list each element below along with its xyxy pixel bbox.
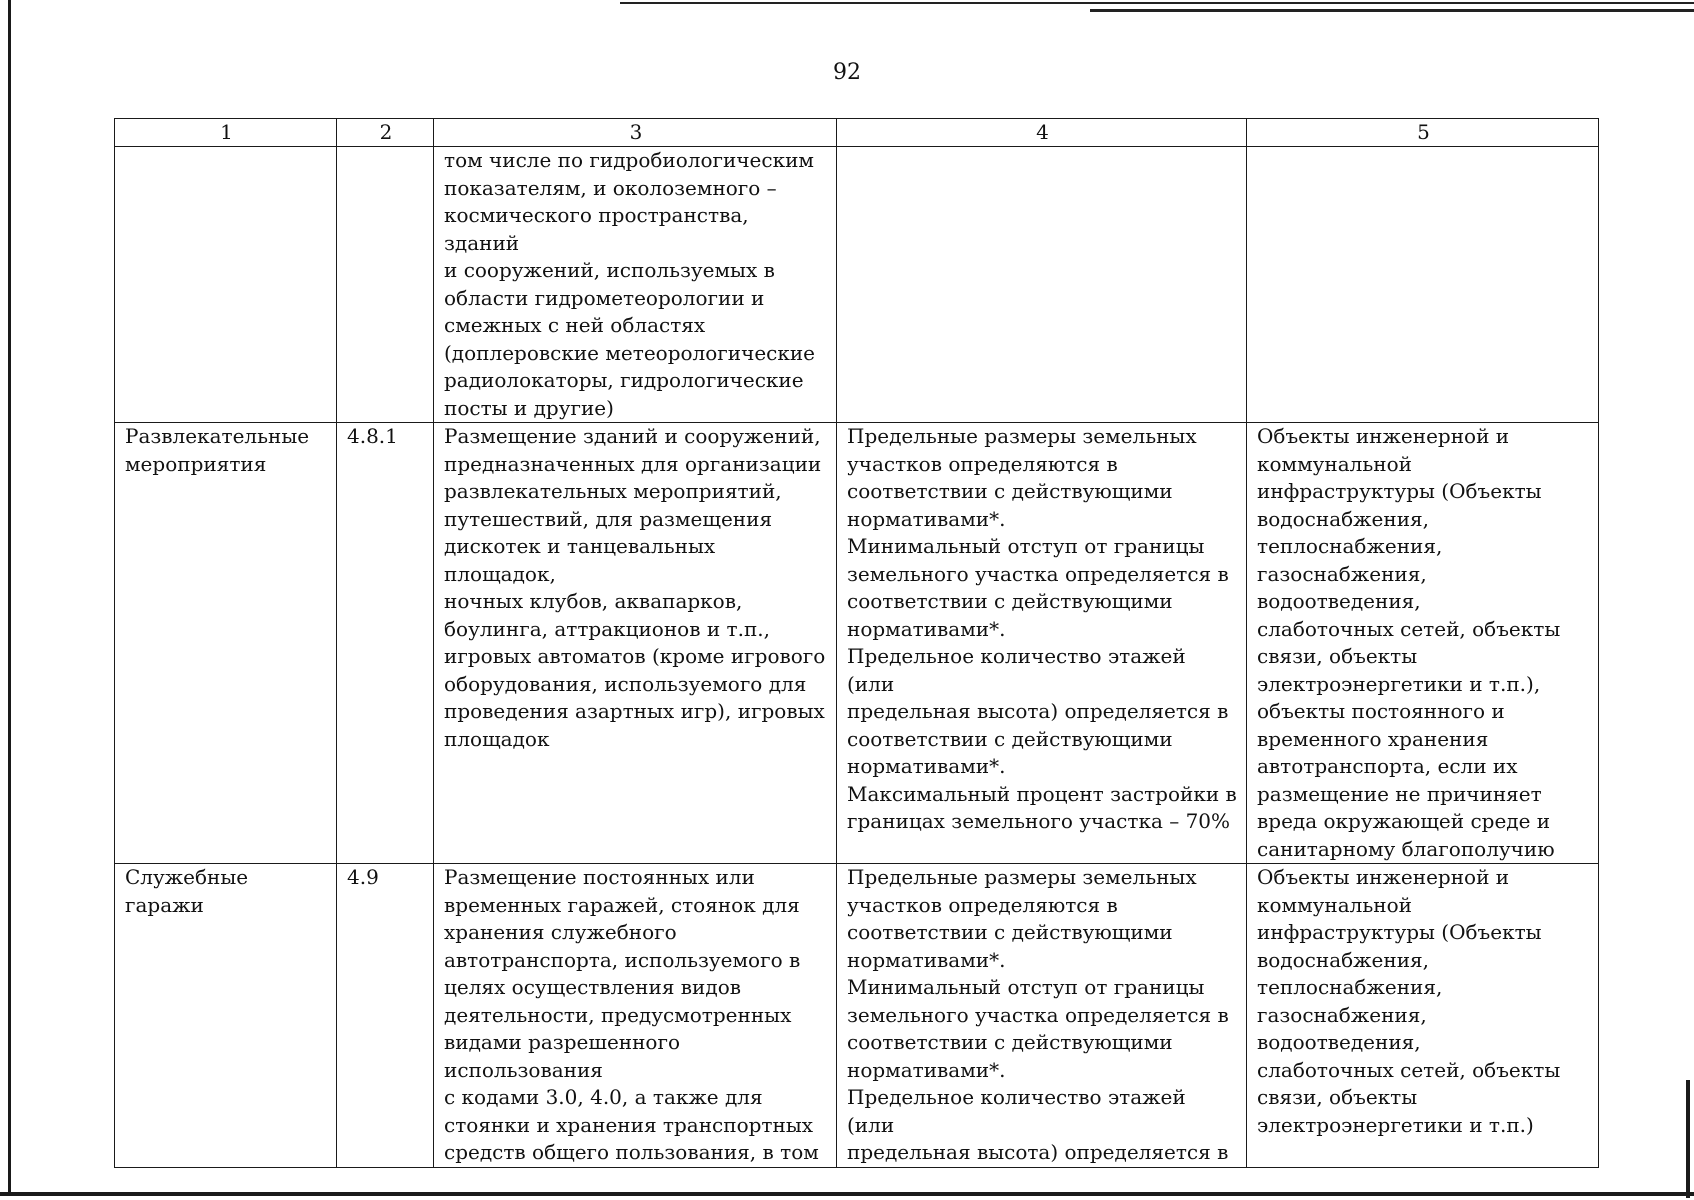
- scan-edge-bottom: [0, 1192, 1694, 1196]
- auxiliary-uses-cell: Объекты инженерной и коммунальной инфраструктуры (Объекты водоснабжения, теплоснабжения, газоснабжения, водоотведения, слаботочных сетей, объекты связи, объекты электроэнергетики и т.п.): [1247, 864, 1599, 1168]
- use-code-cell: 4.9: [337, 864, 434, 1168]
- use-code-cell: 4.8.1: [337, 423, 434, 864]
- scan-edge-left: [8, 0, 11, 1195]
- table-header-row: [115, 119, 1599, 147]
- column-header-3: 3: [434, 119, 837, 147]
- parameters-cell: [837, 147, 1247, 423]
- use-description-cell: Размещение постоянных или временных гаражей, стоянок для хранения служебного автотранспорта, используемого в целях осуществления видов деятельности, предусмотренных видами разрешенного использования с кодами 3.0, 4.0, а также для стоянки и хранения транспортных средств общего пользования, в том: [434, 864, 837, 1168]
- use-name-cell: [115, 147, 337, 423]
- table-row: [115, 864, 1599, 1168]
- table-row: [115, 423, 1599, 864]
- land-use-table: [114, 118, 1599, 1168]
- scan-edge-right: [1686, 1080, 1690, 1198]
- column-header-2: 2: [337, 119, 434, 147]
- auxiliary-uses-cell: Объекты инженерной и коммунальной инфраструктуры (Объекты водоснабжения, теплоснабжения, газоснабжения, водоотведения, слаботочных сетей, объекты связи, объекты электроэнергетики и т.п.), объекты постоянного и временного хранения автотранспорта, если их размещение не причиняет вреда окружающей среде и санитарному благополучию: [1247, 423, 1599, 864]
- use-code-cell: [337, 147, 434, 423]
- use-name-cell: Служебные гаражи: [115, 864, 337, 1168]
- use-description-cell: Размещение зданий и сооружений, предназначенных для организации развлекательных мероприятий, путешествий, для размещения дискотек и танцевальных площадок, ночных клубов, аквапарков, боулинга, аттракционов и т.п., игровых автоматов (кроме игрового оборудования, используемого для проведения азартных игр), игровых площадок: [434, 423, 837, 864]
- parameters-cell: Предельные размеры земельных участков определяются в соответствии с действующими нормативами*. Минимальный отступ от границы земельного участка определяется в соответствии с действующими нормативами*. Предельное количество этажей (или предельная высота) определяется в соответствии с действующими нормативами*. Максимальный процент застройки в границах земельного участка – 70%: [837, 423, 1247, 864]
- parameters-cell: Предельные размеры земельных участков определяются в соответствии с действующими нормативами*. Минимальный отступ от границы земельного участка определяется в соответствии с действующими нормативами*. Предельное количество этажей (или предельная высота) определяется в: [837, 864, 1247, 1168]
- column-header-5: 5: [1247, 119, 1599, 147]
- column-header-4: 4: [837, 119, 1247, 147]
- use-description-cell: том числе по гидробиологическим показателям, и околоземного – космического пространства, зданий и сооружений, используемых в области гидрометеорологии и смежных с ней областях (доплеровские метеорологические радиолокаторы, гидрологические посты и другие): [434, 147, 837, 423]
- table-row: [115, 147, 1599, 423]
- auxiliary-uses-cell: [1247, 147, 1599, 423]
- use-name-cell: Развлекательные мероприятия: [115, 423, 337, 864]
- scan-edge-top: [620, 0, 1694, 14]
- column-header-1: 1: [115, 119, 337, 147]
- page-number: 92: [833, 60, 861, 85]
